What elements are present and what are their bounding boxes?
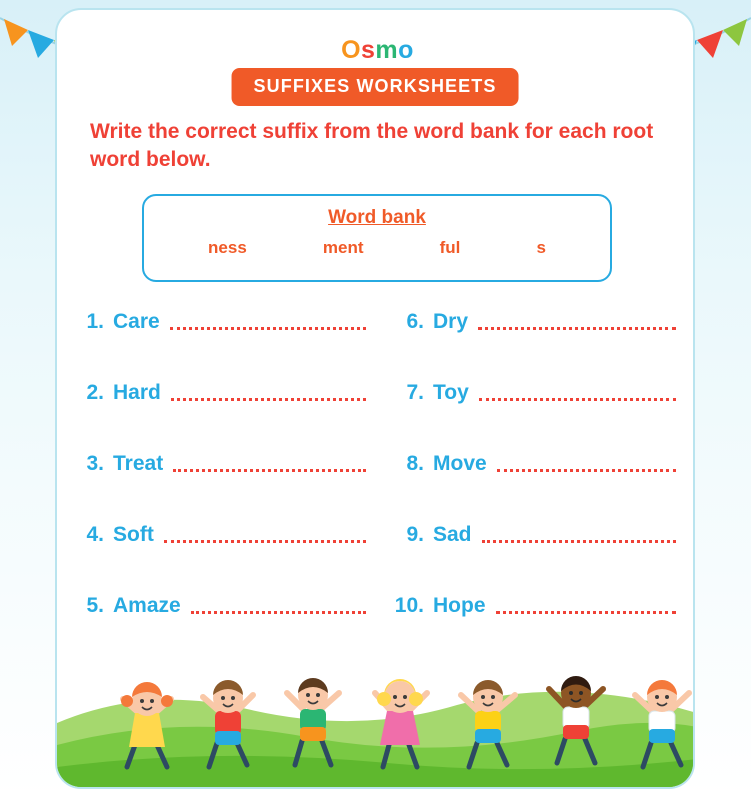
question-number-8: 8. [406, 451, 424, 475]
word-bank-word-4: s [536, 238, 546, 257]
logo-letter-o2: o [398, 36, 414, 64]
osmo-logo [55, 36, 695, 65]
question-word-10: Hope [433, 593, 486, 617]
question-row [70, 357, 690, 428]
question-number-5: 5. [86, 593, 104, 617]
question-word-3: Treat [113, 451, 164, 475]
answer-blank-4[interactable] [164, 540, 366, 543]
answer-blank-3[interactable] [173, 469, 366, 472]
question-number-3: 3. [86, 451, 104, 475]
question-item-4 [70, 523, 380, 547]
question-word-7: Toy [433, 380, 469, 404]
question-row [70, 428, 690, 499]
question-word-6: Dry [433, 309, 469, 333]
worksheet-title-banner: SUFFIXES WORKSHEETS [232, 68, 519, 106]
instruction-text: Write the correct suffix from the word bank for each root word below. [90, 120, 654, 171]
question-word-8: Move [433, 451, 487, 475]
question-number-9: 9. [406, 522, 424, 546]
answer-blank-5[interactable] [191, 611, 366, 614]
question-item-2 [70, 381, 380, 405]
question-number-2: 2. [86, 380, 104, 404]
answer-blank-1[interactable] [170, 327, 366, 330]
answer-blank-10[interactable] [496, 611, 677, 614]
logo-letter-m: m [375, 36, 399, 64]
answer-blank-6[interactable] [478, 327, 676, 330]
word-bank-word-3: ful [439, 238, 461, 257]
logo-letter-s: s [361, 36, 376, 64]
answer-blank-7[interactable] [479, 398, 676, 401]
question-item-10 [380, 594, 690, 618]
question-item-3 [70, 452, 380, 476]
question-item-5 [70, 594, 380, 618]
answer-blank-9[interactable] [482, 540, 676, 543]
children-illustration [57, 627, 695, 787]
question-word-9: Sad [433, 522, 472, 546]
question-row [70, 499, 690, 570]
question-number-10: 10. [394, 593, 424, 617]
question-row [70, 286, 690, 357]
word-bank-words [144, 238, 610, 258]
logo-letter-o1: O [341, 36, 362, 64]
question-word-5: Amaze [113, 593, 181, 617]
word-bank-title: Word bank [328, 207, 426, 228]
word-bank [142, 194, 612, 282]
word-bank-word-1: ness [208, 238, 247, 257]
question-number-7: 7. [406, 380, 424, 404]
question-item-1 [70, 310, 380, 334]
word-bank-word-2: ment [322, 238, 364, 257]
question-word-2: Hard [113, 380, 161, 404]
worksheet-sheet [55, 8, 695, 789]
answer-blank-2[interactable] [171, 398, 366, 401]
question-item-6 [380, 310, 690, 334]
question-item-9 [380, 523, 690, 547]
question-number-4: 4. [86, 522, 104, 546]
answer-blank-8[interactable] [497, 469, 676, 472]
question-word-1: Care [113, 309, 160, 333]
question-item-7 [380, 381, 690, 405]
question-word-4: Soft [113, 522, 154, 546]
question-list [70, 286, 690, 641]
question-number-1: 1. [86, 309, 104, 333]
question-number-6: 6. [406, 309, 424, 333]
question-item-8 [380, 452, 690, 476]
